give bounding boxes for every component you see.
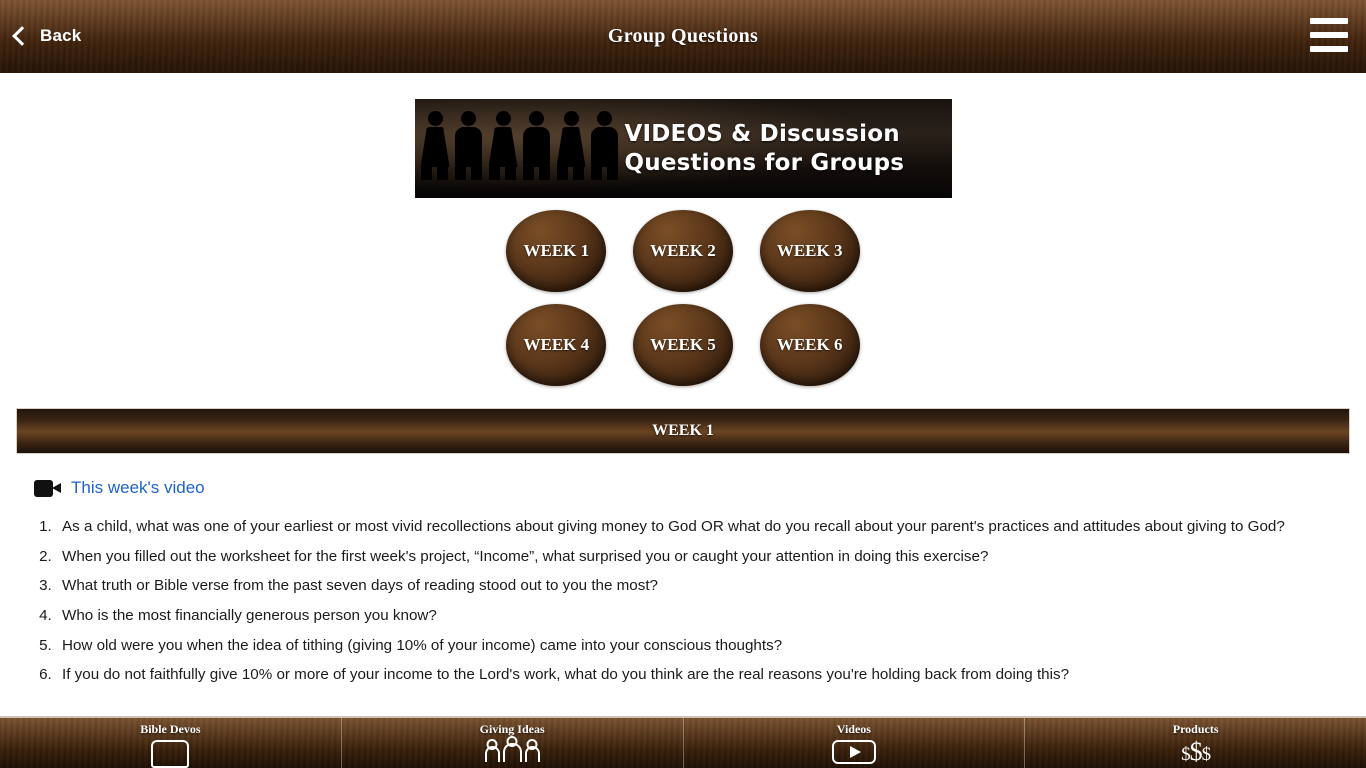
banner-line-2: Questions for Groups — [624, 149, 905, 176]
people-silhouette-graphic — [415, 99, 625, 198]
week-button-2[interactable]: WEEK 2 — [633, 210, 733, 292]
tab-giving-ideas[interactable] — [342, 718, 684, 768]
bottom-tab-bar — [0, 716, 1366, 768]
top-navigation-bar — [0, 0, 1366, 73]
hamburger-bar — [1310, 46, 1348, 52]
banner-line-1: VIDEOS & Discussion — [624, 120, 900, 147]
tab-label: Products — [1172, 722, 1219, 736]
videos-discussion-banner — [415, 99, 952, 198]
list-item: 6. If you do not faithfully give 10% or more of your income to the Lord's work, what do you think are the real reasons you're holding back from doing this? — [56, 660, 1332, 690]
week-button-3[interactable]: WEEK 3 — [760, 210, 860, 292]
hamburger-bar — [1310, 18, 1348, 24]
week-button-1[interactable]: WEEK 1 — [506, 210, 606, 292]
section-header: WEEK 1 — [16, 408, 1350, 454]
list-item: 2. When you filled out the worksheet for the first week's project, “Income”, what surprised you or caught your attention in doing this exercise? — [56, 542, 1332, 572]
hamburger-bar — [1310, 32, 1348, 38]
tab-bible-devos[interactable] — [0, 718, 342, 768]
video-link-label: This week's video — [71, 478, 205, 497]
week-button-5[interactable]: WEEK 5 — [633, 304, 733, 386]
tab-videos[interactable] — [684, 718, 1026, 768]
back-button-label: Back — [40, 26, 82, 45]
tab-label: Giving Ideas — [479, 722, 545, 736]
banner-text — [625, 120, 905, 178]
list-item: 4. Who is the most financially generous person you know? — [56, 601, 1332, 631]
play-button-icon — [832, 739, 876, 765]
week-button-4[interactable]: WEEK 4 — [506, 304, 606, 386]
tab-label: Videos — [836, 722, 871, 736]
page-title: Group Questions — [607, 24, 759, 47]
this-weeks-video-link[interactable] — [34, 478, 205, 498]
hamburger-menu-icon[interactable] — [1310, 18, 1348, 52]
list-item: 5. How old were you when the idea of tithing (giving 10% of your income) came into your conscious thoughts? — [56, 631, 1332, 661]
list-item: 1. As a child, what was one of your earliest or most vivid recollections about giving money to God OR what do you recall about your parent's practices and attitudes about giving to God? — [56, 512, 1332, 542]
main-content — [0, 73, 1366, 768]
video-camera-icon — [34, 480, 61, 497]
open-book-icon — [151, 739, 189, 765]
tab-label: Bible Devos — [140, 722, 201, 736]
week-button-6[interactable]: WEEK 6 — [760, 304, 860, 386]
list-item: 3. What truth or Bible verse from the past seven days of reading stood out to you the most? — [56, 571, 1332, 601]
dollar-signs-icon: $$$ — [1181, 737, 1211, 766]
tab-products[interactable] — [1025, 718, 1366, 768]
week-selector-grid — [493, 210, 873, 386]
questions-list — [34, 512, 1332, 690]
people-group-icon — [485, 739, 540, 765]
